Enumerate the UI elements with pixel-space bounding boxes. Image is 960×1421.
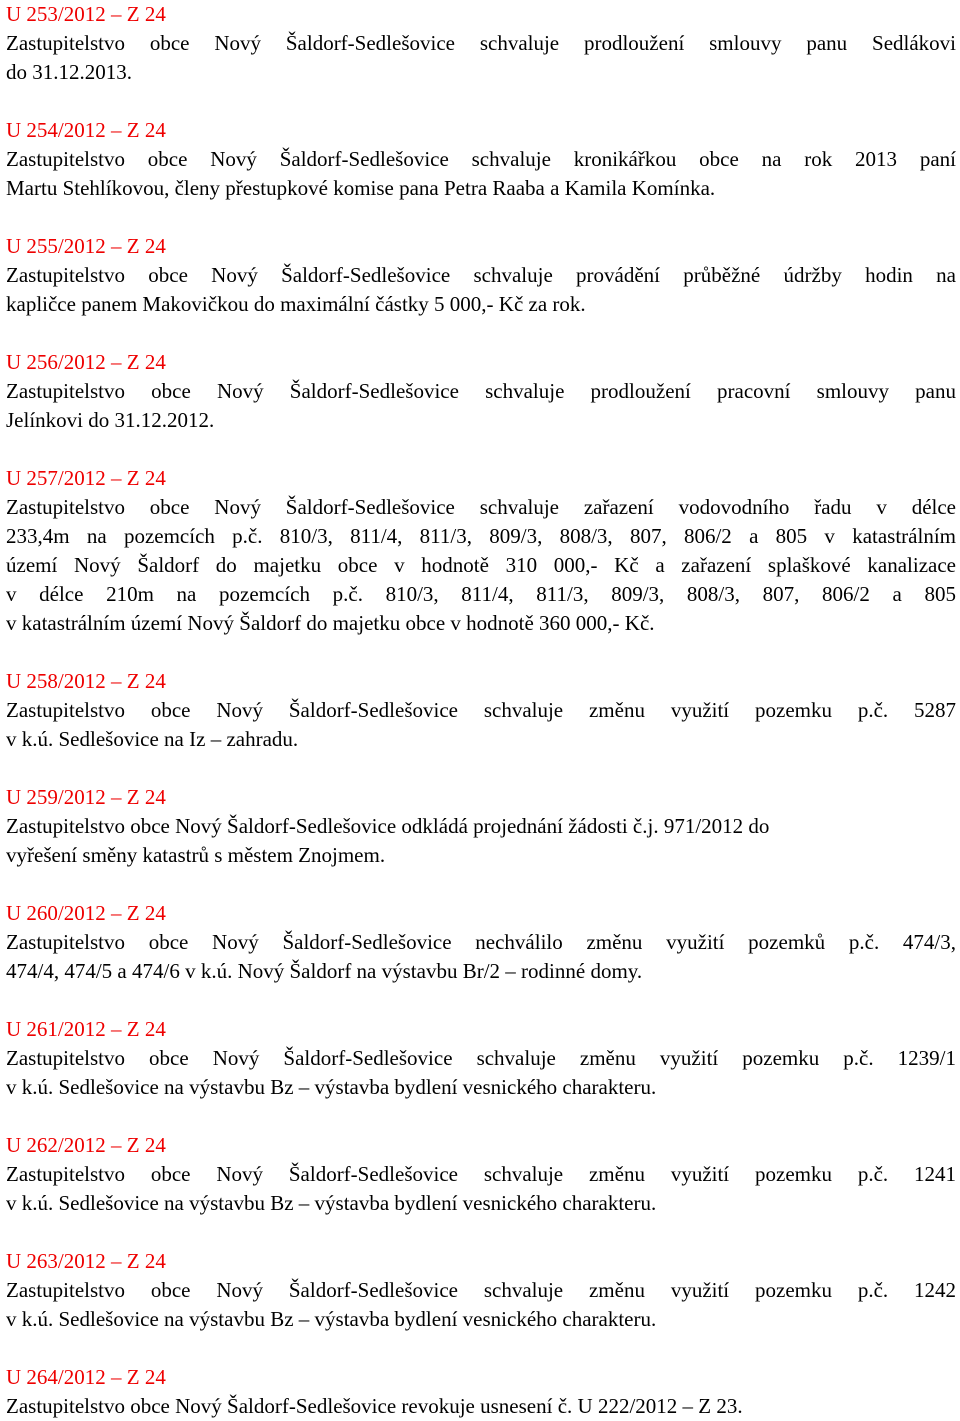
- resolution-u259: [6, 783, 956, 899]
- resolution-u257: [6, 464, 956, 667]
- resolution-number: U 263/2012 – Z 24: [6, 1249, 166, 1273]
- resolution-text-line: Zastupitelstvo obce Nový Šaldorf-Sedlešovice schvaluje kronikářkou obce na rok 2013 paní: [6, 147, 956, 171]
- resolution-text-line: do 31.12.2013.: [6, 60, 132, 84]
- resolution-u254: [6, 116, 956, 232]
- resolution-number: U 259/2012 – Z 24: [6, 785, 166, 809]
- resolution-text-line: Martu Stehlíkovou, členy přestupkové komise pana Petra Raaba a Kamila Komínka.: [6, 176, 716, 200]
- resolution-text-line: Zastupitelstvo obce Nový Šaldorf-Sedlešovice schvaluje změnu využití pozemku p.č. 1241: [6, 1162, 956, 1186]
- resolution-text-line: v k.ú. Sedlešovice na Iz – zahradu.: [6, 727, 299, 751]
- resolution-text-line: Zastupitelstvo obce Nový Šaldorf-Sedlešovice schvaluje zařazení vodovodního řadu v délce: [6, 495, 956, 519]
- resolution-text-line: Zastupitelstvo obce Nový Šaldorf-Sedlešovice schvaluje změnu využití pozemku p.č. 1239/1: [6, 1046, 956, 1070]
- resolution-number: U 258/2012 – Z 24: [6, 669, 166, 693]
- resolution-text-line: v k.ú. Sedlešovice na výstavbu Bz – výstavba bydlení vesnického charakteru.: [6, 1191, 657, 1215]
- resolution-u255: [6, 232, 956, 348]
- resolution-u256: [6, 348, 956, 464]
- resolution-text-line: Jelínkovi do 31.12.2012.: [6, 408, 215, 432]
- resolution-text-line: území Nový Šaldorf do majetku obce v hodnotě 310 000,- Kč a zařazení splaškové kanalizace: [6, 553, 956, 577]
- resolution-text-line: 474/4, 474/5 a 474/6 v k.ú. Nový Šaldorf na výstavbu Br/2 – rodinné domy.: [6, 959, 643, 983]
- resolution-text-line: Zastupitelstvo obce Nový Šaldorf-Sedlešovice schvaluje prodloužení pracovní smlouvy panu: [6, 379, 956, 403]
- resolution-text-line: Zastupitelstvo obce Nový Šaldorf-Sedlešovice revokuje usnesení č. U 222/2012 – Z 23.: [6, 1394, 743, 1418]
- resolution-number: U 264/2012 – Z 24: [6, 1365, 166, 1389]
- document-body: [6, 0, 956, 1421]
- resolution-u253: [6, 0, 956, 116]
- resolution-text-line: Zastupitelstvo obce Nový Šaldorf-Sedlešovice odkládá projednání žádosti č.j. 971/2012 do: [6, 814, 770, 838]
- resolution-number: U 261/2012 – Z 24: [6, 1017, 166, 1041]
- resolution-text-line: v k.ú. Sedlešovice na výstavbu Bz – výstavba bydlení vesnického charakteru.: [6, 1307, 657, 1331]
- resolution-text-line: v katastrálním území Nový Šaldorf do majetku obce v hodnotě 360 000,- Kč.: [6, 611, 655, 635]
- resolution-number: U 257/2012 – Z 24: [6, 466, 166, 490]
- resolution-number: U 256/2012 – Z 24: [6, 350, 166, 374]
- resolution-text-line: Zastupitelstvo obce Nový Šaldorf-Sedlešovice nechválilo změnu využití pozemků p.č. 474/3,: [6, 930, 956, 954]
- resolution-u264: [6, 1363, 956, 1421]
- resolution-u262: [6, 1131, 956, 1247]
- resolution-number: U 255/2012 – Z 24: [6, 234, 166, 258]
- resolution-text-line: Zastupitelstvo obce Nový Šaldorf-Sedlešovice schvaluje změnu využití pozemku p.č. 1242: [6, 1278, 956, 1302]
- resolution-text-line: vyřešení směny katastrů s městem Znojmem.: [6, 843, 386, 867]
- resolution-text-line: Zastupitelstvo obce Nový Šaldorf-Sedlešovice schvaluje změnu využití pozemku p.č. 5287: [6, 698, 956, 722]
- resolution-number: U 254/2012 – Z 24: [6, 118, 166, 142]
- resolution-number: U 262/2012 – Z 24: [6, 1133, 166, 1157]
- resolution-text-line: Zastupitelstvo obce Nový Šaldorf-Sedlešovice schvaluje provádění průběžné údržby hodin na: [6, 263, 956, 287]
- resolution-text-line: 233,4m na pozemcích p.č. 810/3, 811/4, 811/3, 809/3, 808/3, 807, 806/2 a 805 v katastrálním: [6, 524, 956, 548]
- resolution-u258: [6, 667, 956, 783]
- resolution-u260: [6, 899, 956, 1015]
- resolution-u261: [6, 1015, 956, 1131]
- resolution-text-line: v délce 210m na pozemcích p.č. 810/3, 811/4, 811/3, 809/3, 808/3, 807, 806/2 a 805: [6, 582, 956, 606]
- resolution-number: U 253/2012 – Z 24: [6, 2, 166, 26]
- resolution-u263: [6, 1247, 956, 1363]
- resolution-number: U 260/2012 – Z 24: [6, 901, 166, 925]
- resolution-text-line: v k.ú. Sedlešovice na výstavbu Bz – výstavba bydlení vesnického charakteru.: [6, 1075, 657, 1099]
- resolution-text-line: kapličce panem Makovičkou do maximální částky 5 000,- Kč za rok.: [6, 292, 586, 316]
- resolution-text-line: Zastupitelstvo obce Nový Šaldorf-Sedlešovice schvaluje prodloužení smlouvy panu Sedlákovi: [6, 31, 956, 55]
